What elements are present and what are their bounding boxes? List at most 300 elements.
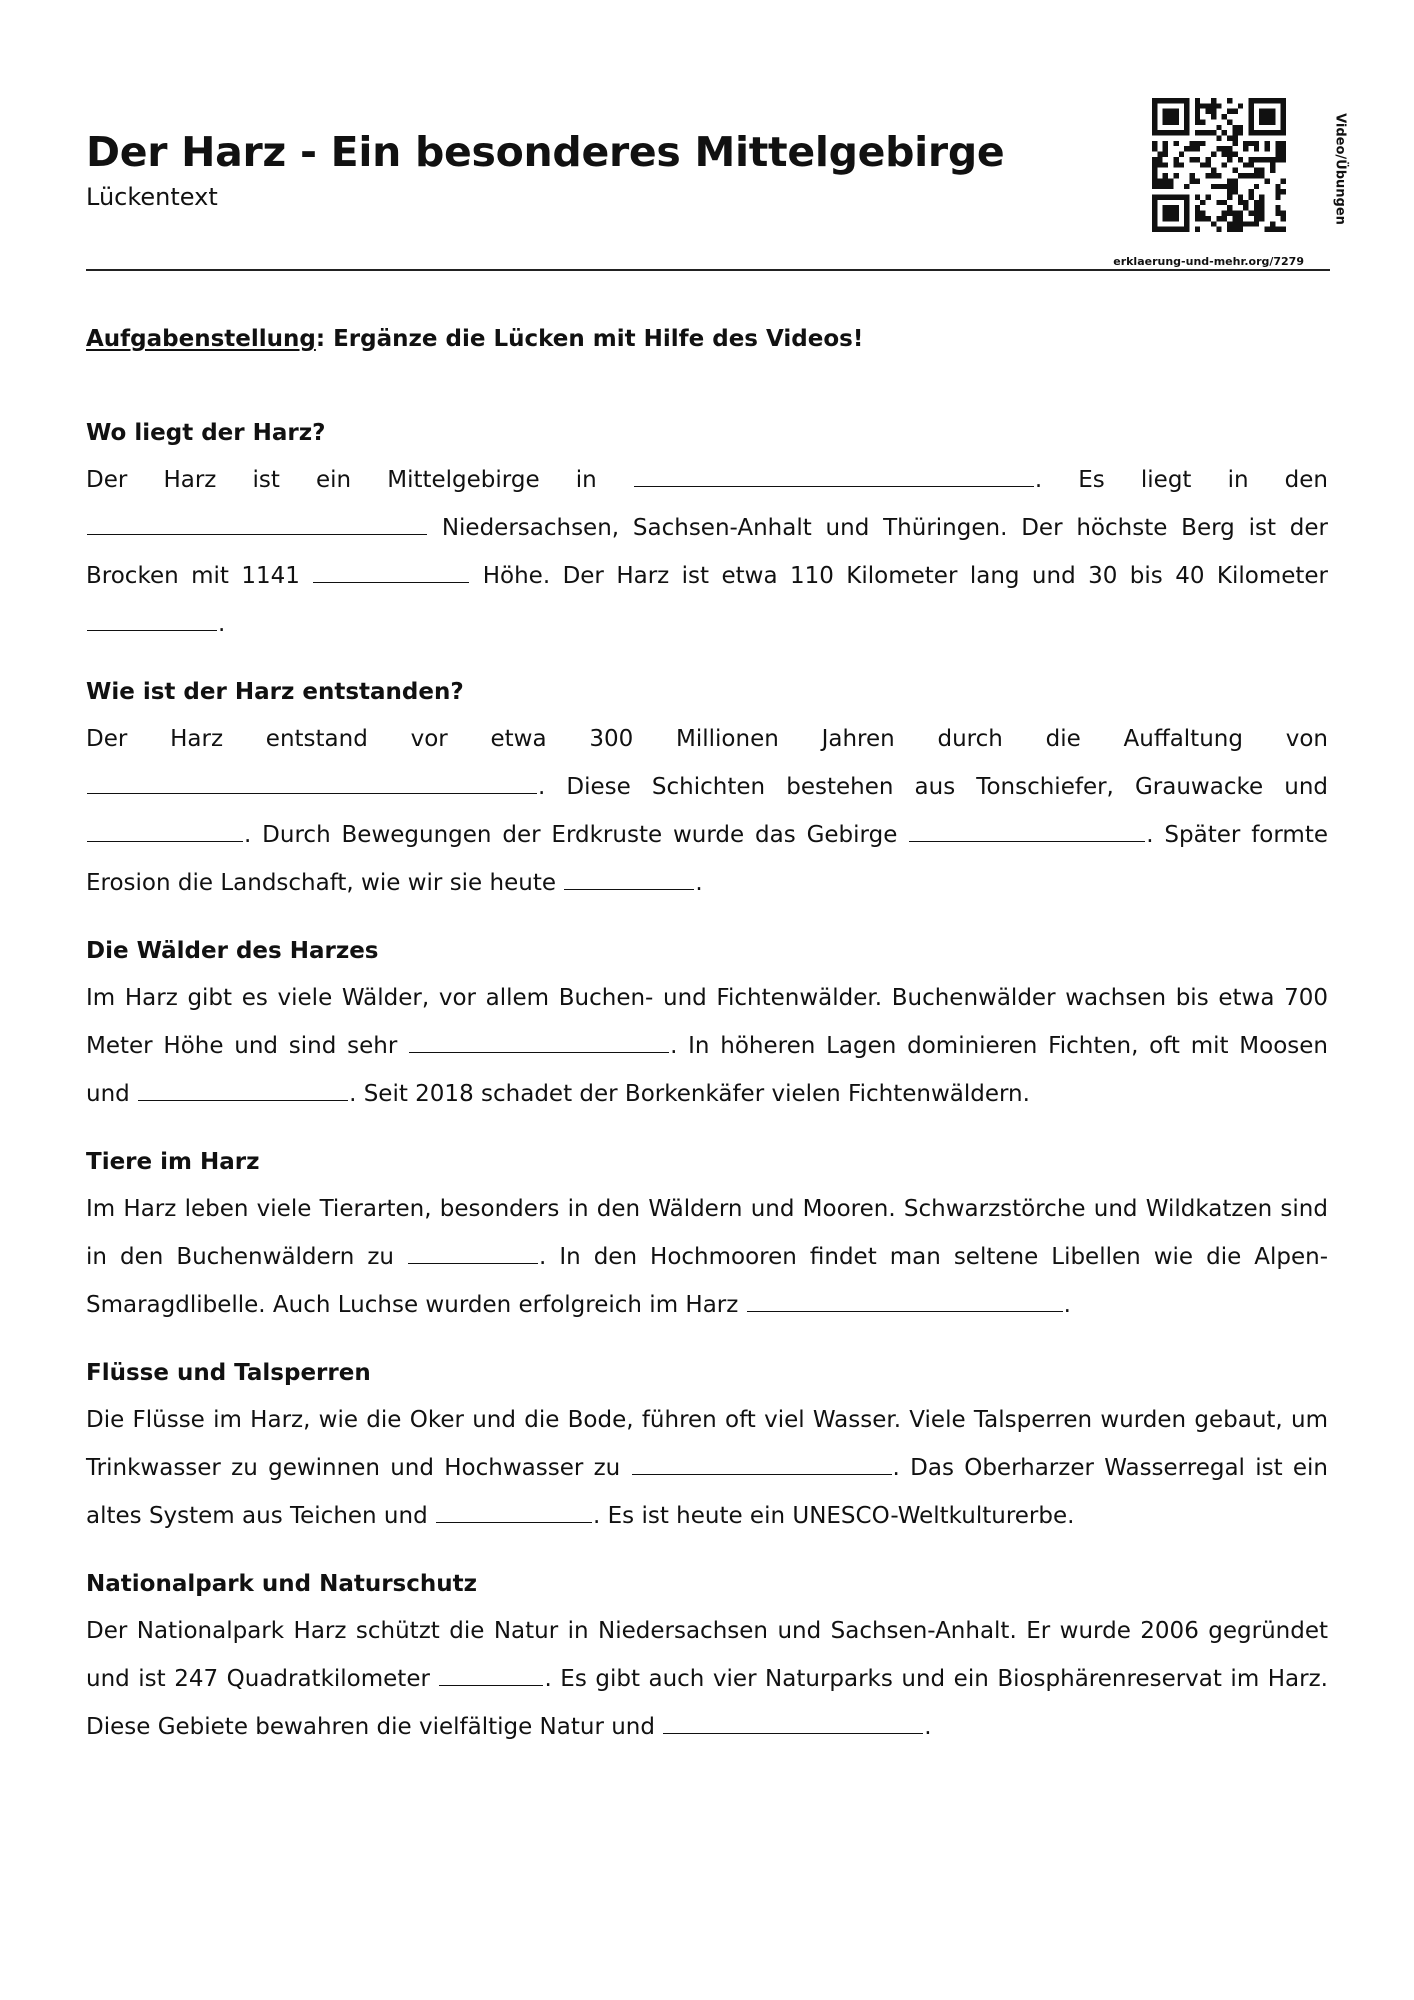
qr-module <box>1206 103 1211 108</box>
qr-module <box>1265 227 1270 232</box>
qr-module <box>1259 98 1264 103</box>
qr-module <box>1195 141 1200 146</box>
qr-module <box>1243 141 1248 146</box>
qr-module <box>1238 227 1243 232</box>
qr-module <box>1195 114 1200 119</box>
qr-module <box>1206 130 1211 135</box>
qr-module <box>1206 162 1211 167</box>
qr-module <box>1227 189 1232 194</box>
qr-module <box>1254 130 1259 135</box>
qr-module <box>1173 130 1178 135</box>
section-text <box>86 1185 1328 1329</box>
qr-module <box>1163 194 1168 199</box>
qr-module <box>1281 152 1286 157</box>
qr-module <box>1168 119 1173 124</box>
qr-module <box>1254 141 1259 146</box>
section-text <box>86 974 1328 1118</box>
qr-module <box>1211 173 1216 178</box>
blank-field[interactable] <box>87 792 537 794</box>
text-segment: Niedersachsen, Sachsen-Anhalt und Thüringen. Der höchste Berg ist der Brocken mit 1141 <box>86 515 1328 589</box>
qr-module <box>1200 211 1205 216</box>
qr-module <box>1270 221 1275 226</box>
qr-module <box>1168 227 1173 232</box>
qr-module <box>1184 130 1189 135</box>
qr-module <box>1216 227 1221 232</box>
qr-module <box>1227 178 1232 183</box>
qr-module <box>1216 184 1221 189</box>
qr-module <box>1238 103 1243 108</box>
qr-module <box>1248 125 1253 130</box>
qr-module <box>1195 216 1200 221</box>
video-exercises-text: Video/Übungen <box>1332 113 1348 225</box>
qr-module <box>1265 157 1270 162</box>
source-url[interactable]: erklaerung-und-mehr.org/7279 <box>1113 255 1304 268</box>
qr-module <box>1152 221 1157 226</box>
qr-module <box>1222 216 1227 221</box>
qr-module <box>1184 114 1189 119</box>
qr-module <box>1173 109 1178 114</box>
qr-module <box>1227 194 1232 199</box>
qr-module <box>1238 194 1243 199</box>
text-segment: Im Harz gibt es viele Wälder, vor allem Buchen- und Fichtenwälder. Buchenwälder wachsen bis etwa 700 Meter Höhe und sind sehr <box>86 985 1328 1059</box>
qr-module <box>1248 114 1253 119</box>
qr-module <box>1232 216 1237 221</box>
header-divider <box>86 269 1330 271</box>
qr-module <box>1243 221 1248 226</box>
qr-module <box>1222 146 1227 151</box>
qr-module <box>1232 109 1237 114</box>
text-segment: . <box>218 611 226 637</box>
qr-module <box>1195 227 1200 232</box>
blank-field[interactable] <box>87 533 427 535</box>
text-segment: Im Harz leben viele Tierarten, besonders in den Wäldern und Mooren. Schwarzstörche und Wildkatzen sind in den Buchenwäldern zu <box>86 1196 1328 1270</box>
qr-module <box>1216 200 1221 205</box>
qr-module <box>1184 125 1189 130</box>
qr-module <box>1265 141 1270 146</box>
qr-module <box>1275 98 1280 103</box>
qr-module <box>1281 130 1286 135</box>
text-segment: . Es gibt auch vier Naturparks und ein Biosphärenreservat im Harz. Diese Gebiete bewahren die vielfältige Natur und <box>86 1666 1328 1740</box>
qr-module <box>1222 200 1227 205</box>
page-title: Der Harz - Ein besonderes Mittelgebirge <box>86 128 1005 176</box>
qr-module <box>1173 211 1178 216</box>
section-heading: Wie ist der Harz entstanden? <box>86 679 464 705</box>
qr-module <box>1152 216 1157 221</box>
qr-module <box>1275 205 1280 210</box>
qr-module <box>1152 178 1157 183</box>
qr-module <box>1163 141 1168 146</box>
blank-field[interactable] <box>632 1473 892 1475</box>
qr-module <box>1184 98 1189 103</box>
qr-module <box>1222 130 1227 135</box>
section-heading: Nationalpark und Naturschutz <box>86 1571 478 1597</box>
text-segment: Der Nationalpark Harz schützt die Natur in Niedersachsen und Sachsen-Anhalt. Er wurde 2006 gegründet und ist 247 Quadratkilometer <box>86 1618 1328 1692</box>
qr-module <box>1227 146 1232 151</box>
blank-field[interactable] <box>87 840 243 842</box>
section-heading: Die Wälder des Harzes <box>86 938 379 964</box>
qr-module <box>1265 119 1270 124</box>
qr-module <box>1168 178 1173 183</box>
qr-module <box>1248 157 1253 162</box>
qr-module <box>1179 194 1184 199</box>
qr-module <box>1168 211 1173 216</box>
qr-module <box>1216 173 1221 178</box>
qr-module <box>1281 114 1286 119</box>
qr-module <box>1190 141 1195 146</box>
qr-module <box>1281 109 1286 114</box>
qr-module <box>1270 157 1275 162</box>
qr-module <box>1238 173 1243 178</box>
qr-module <box>1238 216 1243 221</box>
qr-module <box>1270 130 1275 135</box>
qr-module <box>1200 200 1205 205</box>
qr-module <box>1281 227 1286 232</box>
qr-module <box>1200 162 1205 167</box>
qr-module <box>1238 125 1243 130</box>
qr-module <box>1206 173 1211 178</box>
qr-module <box>1195 211 1200 216</box>
section-text <box>86 715 1328 907</box>
qr-module <box>1222 184 1227 189</box>
qr-module <box>1238 211 1243 216</box>
blank-field[interactable] <box>663 1732 923 1734</box>
qr-module <box>1243 162 1248 167</box>
qr-module <box>1248 141 1253 146</box>
section-rivers <box>86 1350 1328 1540</box>
qr-module <box>1259 211 1264 216</box>
qr-module <box>1163 211 1168 216</box>
qr-module <box>1152 141 1157 146</box>
qr-module <box>1157 227 1162 232</box>
qr-module <box>1248 103 1253 108</box>
qr-module <box>1152 168 1157 173</box>
qr-module <box>1152 157 1157 162</box>
qr-module <box>1232 178 1237 183</box>
qr-module <box>1259 205 1264 210</box>
qr-module <box>1227 152 1232 157</box>
qr-module <box>1173 205 1178 210</box>
qr-module <box>1163 114 1168 119</box>
qr-module <box>1152 98 1157 103</box>
section-text <box>86 1607 1328 1751</box>
qr-module <box>1184 194 1189 199</box>
qr-module <box>1152 194 1157 199</box>
qr-module <box>1275 146 1280 151</box>
qr-module <box>1195 157 1200 162</box>
qr-module <box>1259 114 1264 119</box>
qr-module <box>1163 227 1168 232</box>
qr-module <box>1281 119 1286 124</box>
blank-field[interactable] <box>436 1521 592 1523</box>
qr-module <box>1254 184 1259 189</box>
qr-module <box>1195 130 1200 135</box>
qr-code-icon[interactable] <box>1152 96 1286 234</box>
qr-module <box>1275 152 1280 157</box>
qr-module <box>1211 103 1216 108</box>
blank-field[interactable] <box>408 1262 538 1264</box>
qr-module <box>1238 221 1243 226</box>
qr-module <box>1152 184 1157 189</box>
qr-module <box>1281 157 1286 162</box>
blank-field[interactable] <box>634 485 1034 487</box>
qr-module <box>1163 205 1168 210</box>
qr-module <box>1168 205 1173 210</box>
qr-module <box>1243 205 1248 210</box>
qr-module <box>1152 162 1157 167</box>
qr-module <box>1190 146 1195 151</box>
qr-module <box>1248 119 1253 124</box>
qr-module <box>1222 114 1227 119</box>
qr-module <box>1184 227 1189 232</box>
qr-module <box>1254 200 1259 205</box>
qr-module <box>1281 189 1286 194</box>
qr-module <box>1227 221 1232 226</box>
qr-module <box>1173 162 1178 167</box>
qr-module <box>1163 98 1168 103</box>
qr-module <box>1157 130 1162 135</box>
qr-module <box>1265 178 1270 183</box>
qr-module <box>1281 98 1286 103</box>
qr-module <box>1243 200 1248 205</box>
qr-module <box>1211 130 1216 135</box>
qr-module <box>1254 98 1259 103</box>
qr-module <box>1195 194 1200 199</box>
qr-module <box>1265 98 1270 103</box>
qr-module <box>1216 146 1221 151</box>
qr-module <box>1275 157 1280 162</box>
qr-module <box>1157 194 1162 199</box>
section-origin <box>86 669 1328 907</box>
section-text <box>86 1396 1328 1540</box>
qr-module <box>1157 184 1162 189</box>
qr-module <box>1173 141 1178 146</box>
section-forests <box>86 928 1328 1118</box>
text-segment: . In den Hochmooren findet man seltene Libellen wie die Alpen-Smaragdlibelle. Auch Luchse wurden erfolgreich im Harz <box>86 1244 1328 1318</box>
qr-module <box>1281 146 1286 151</box>
text-segment: . <box>924 1714 932 1740</box>
qr-module <box>1179 227 1184 232</box>
qr-module <box>1173 216 1178 221</box>
qr-module <box>1281 211 1286 216</box>
qr-module <box>1168 98 1173 103</box>
text-segment: Der Harz entstand vor etwa 300 Millionen Jahren durch die Auffaltung von <box>86 726 1328 752</box>
task-text: : Ergänze die Lücken mit Hilfe des Videos! <box>315 326 864 352</box>
qr-module <box>1232 211 1237 216</box>
qr-module <box>1190 157 1195 162</box>
text-segment: . In höheren Lagen dominieren Fichten, oft mit Moosen und <box>86 1033 1328 1107</box>
qr-module <box>1227 157 1232 162</box>
qr-module <box>1195 98 1200 103</box>
text-segment: Der Harz ist ein Mittelgebirge in <box>86 467 633 493</box>
qr-module <box>1259 194 1264 199</box>
qr-module <box>1216 216 1221 221</box>
qr-module <box>1152 119 1157 124</box>
qr-module <box>1152 125 1157 130</box>
text-segment: . Es ist heute ein UNESCO-Weltkulturerbe. <box>593 1503 1075 1529</box>
qr-module <box>1173 227 1178 232</box>
qr-module <box>1232 168 1237 173</box>
qr-module <box>1152 109 1157 114</box>
blank-field[interactable] <box>87 629 217 631</box>
qr-module <box>1216 103 1221 108</box>
video-exercises-label <box>1328 94 1352 244</box>
qr-module <box>1270 168 1275 173</box>
qr-module <box>1275 211 1280 216</box>
qr-module <box>1232 125 1237 130</box>
qr-module <box>1254 146 1259 151</box>
qr-module <box>1216 136 1221 141</box>
qr-module <box>1163 216 1168 221</box>
qr-module <box>1275 194 1280 199</box>
qr-module <box>1238 157 1243 162</box>
text-segment: Die Flüsse im Harz, wie die Oker und die Bode, führen oft viel Wasser. Viele Talsperren wurden gebaut, um Trinkwasser zu gewinnen und Hochwasser zu <box>86 1407 1328 1481</box>
qr-module <box>1163 119 1168 124</box>
qr-module <box>1173 114 1178 119</box>
qr-module <box>1195 205 1200 210</box>
qr-module <box>1173 173 1178 178</box>
qr-module <box>1222 162 1227 167</box>
qr-module <box>1157 162 1162 167</box>
qr-module <box>1232 184 1237 189</box>
qr-module <box>1168 130 1173 135</box>
qr-module <box>1184 221 1189 226</box>
qr-module <box>1173 98 1178 103</box>
qr-module <box>1195 119 1200 124</box>
qr-module <box>1152 227 1157 232</box>
qr-module <box>1259 173 1264 178</box>
qr-module <box>1254 205 1259 210</box>
text-segment: . Das Oberharzer Wasserregal ist ein altes System aus Teichen und <box>86 1455 1328 1529</box>
qr-module <box>1270 98 1275 103</box>
text-segment: . Es liegt in den <box>1034 467 1328 493</box>
qr-module <box>1281 125 1286 130</box>
qr-module <box>1270 109 1275 114</box>
qr-module <box>1163 173 1168 178</box>
qr-module <box>1254 173 1259 178</box>
qr-module <box>1281 141 1286 146</box>
qr-module <box>1227 136 1232 141</box>
qr-module <box>1211 98 1216 103</box>
qr-module <box>1254 168 1259 173</box>
worksheet-page <box>86 0 1348 2000</box>
blank-field[interactable] <box>138 1099 348 1101</box>
qr-module <box>1275 189 1280 194</box>
blank-field[interactable] <box>313 581 469 583</box>
qr-module <box>1163 178 1168 183</box>
text-segment: . Seit 2018 schadet der Borkenkäfer vielen Fichtenwäldern. <box>349 1081 1030 1107</box>
qr-module <box>1200 103 1205 108</box>
qr-module <box>1238 200 1243 205</box>
qr-module <box>1206 216 1211 221</box>
qr-module <box>1168 109 1173 114</box>
page-subtitle: Lückentext <box>86 183 218 211</box>
qr-module <box>1259 200 1264 205</box>
qr-module <box>1227 98 1232 103</box>
qr-module <box>1232 136 1237 141</box>
qr-module <box>1265 109 1270 114</box>
qr-module <box>1152 211 1157 216</box>
qr-module <box>1232 189 1237 194</box>
qr-module <box>1248 162 1253 167</box>
qr-module <box>1281 178 1286 183</box>
qr-module <box>1254 221 1259 226</box>
qr-module <box>1227 211 1232 216</box>
qr-module <box>1184 211 1189 216</box>
qr-module <box>1216 125 1221 130</box>
qr-module <box>1270 162 1275 167</box>
section-animals <box>86 1139 1328 1329</box>
qr-module <box>1152 114 1157 119</box>
section-national-park <box>86 1561 1328 1751</box>
qr-module <box>1195 109 1200 114</box>
qr-module <box>1184 103 1189 108</box>
qr-module <box>1259 130 1264 135</box>
qr-module <box>1227 205 1232 210</box>
qr-module <box>1211 168 1216 173</box>
qr-module <box>1227 227 1232 232</box>
qr-module <box>1173 194 1178 199</box>
qr-module <box>1227 119 1232 124</box>
blank-field[interactable] <box>409 1051 669 1053</box>
qr-module <box>1168 194 1173 199</box>
qr-module <box>1211 109 1216 114</box>
qr-module <box>1206 109 1211 114</box>
text-segment: . Später formte Erosion die Landschaft, wie wir sie heute <box>86 822 1328 896</box>
qr-module <box>1275 130 1280 135</box>
qr-module <box>1270 114 1275 119</box>
section-location <box>86 410 1328 648</box>
qr-module <box>1157 98 1162 103</box>
qr-module <box>1152 103 1157 108</box>
qr-module <box>1248 211 1253 216</box>
qr-module <box>1184 205 1189 210</box>
qr-module <box>1259 157 1264 162</box>
qr-module <box>1179 130 1184 135</box>
qr-module <box>1248 189 1253 194</box>
qr-module <box>1152 146 1157 151</box>
qr-module <box>1195 103 1200 108</box>
blank-field[interactable] <box>909 840 1145 842</box>
qr-module <box>1254 216 1259 221</box>
qr-module <box>1157 157 1162 162</box>
qr-module <box>1222 211 1227 216</box>
qr-module <box>1184 146 1189 151</box>
qr-module <box>1173 119 1178 124</box>
qr-module <box>1184 109 1189 114</box>
blank-field[interactable] <box>564 888 694 890</box>
qr-module <box>1211 114 1216 119</box>
blank-field[interactable] <box>747 1310 1063 1312</box>
section-heading: Flüsse und Talsperren <box>86 1360 371 1386</box>
qr-module <box>1184 200 1189 205</box>
qr-module <box>1211 184 1216 189</box>
qr-module <box>1222 152 1227 157</box>
qr-module <box>1163 109 1168 114</box>
qr-module <box>1275 184 1280 189</box>
qr-module <box>1238 130 1243 135</box>
qr-module <box>1173 157 1178 162</box>
qr-module <box>1184 216 1189 221</box>
qr-module <box>1157 178 1162 183</box>
text-segment: . Diese Schichten bestehen aus Tonschiefer, Grauwacke und <box>538 774 1328 800</box>
qr-module <box>1168 114 1173 119</box>
qr-module <box>1265 146 1270 151</box>
qr-module <box>1259 216 1264 221</box>
blank-field[interactable] <box>439 1684 543 1686</box>
text-segment: . <box>1063 1292 1071 1318</box>
qr-module <box>1179 98 1184 103</box>
qr-module <box>1259 119 1264 124</box>
